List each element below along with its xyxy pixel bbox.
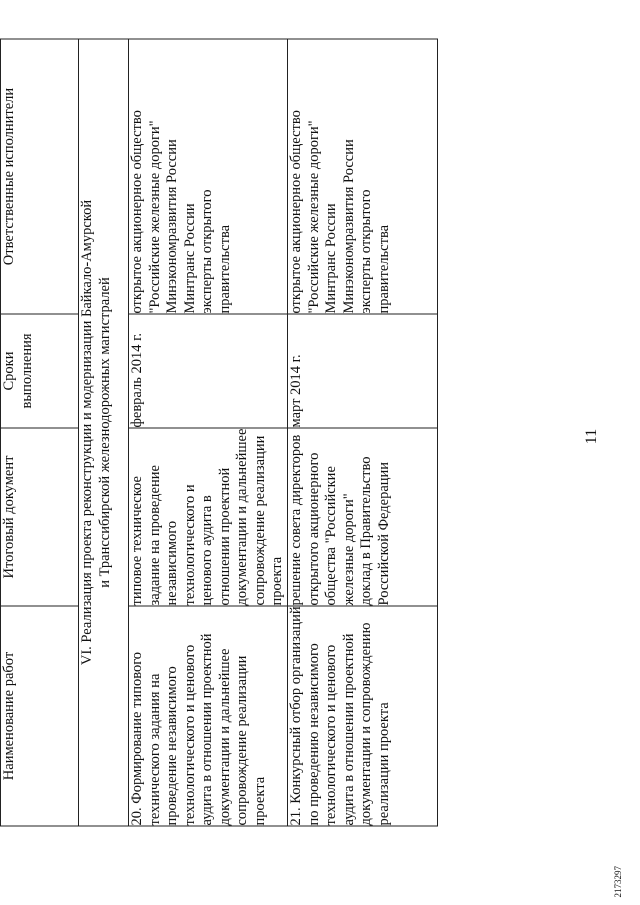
- cell-line: документации и дальнейшее: [234, 428, 250, 606]
- header-deadline-line: Сроки: [1, 351, 17, 391]
- cell-line: эксперты открытого: [358, 189, 374, 314]
- cell-line: проекта: [269, 556, 285, 606]
- cell-line: "Российские железные дороги": [146, 120, 163, 314]
- cell-line: 20. Формирование типового: [129, 651, 145, 826]
- cell-line: проведение независимого: [164, 666, 180, 826]
- cell-line: доклад в Правительство: [358, 456, 374, 606]
- cell-line: независимого: [164, 520, 180, 606]
- cell-line: технологического и ценового: [181, 644, 198, 826]
- cell-line: 21. Конкурсный отбор организаций: [288, 606, 304, 826]
- table-header-row: [1, 39, 79, 826]
- cell-final-document: [288, 428, 438, 606]
- header-final-document: Итоговый документ: [1, 428, 79, 606]
- cell-line: "Российские железные дороги": [305, 120, 322, 314]
- cell-line: ценового аудита в: [199, 495, 215, 606]
- cell-line: Минэкономразвития России: [340, 139, 357, 314]
- header-work-name: Наименование работ: [1, 606, 79, 826]
- section-title-line: VI. Реализация проекта реконструкции и модернизации Байкало-Амурской: [79, 199, 95, 666]
- cell-line: Минэкономразвития России: [164, 139, 180, 314]
- cell-work-name: [288, 606, 438, 826]
- cell-line: февраль 2014 г.: [129, 332, 145, 428]
- cell-line: технологического и: [181, 484, 198, 606]
- section-row: [79, 39, 129, 826]
- cell-work-name: [129, 606, 288, 826]
- cell-line: правительства: [375, 224, 392, 314]
- cell-line: сопровождение реализации: [234, 655, 250, 826]
- cell-final-document: [129, 428, 288, 606]
- cell-line: отношении проектной: [216, 467, 233, 606]
- section-title: [79, 39, 129, 826]
- header-deadline: [1, 314, 79, 428]
- cell-line: Минтранс России: [323, 203, 339, 314]
- cell-deadline: [288, 314, 438, 428]
- cell-line: март 2014 г.: [288, 354, 304, 428]
- cell-line: документации и сопровождению: [358, 622, 374, 826]
- cell-deadline: [129, 314, 288, 428]
- cell-line: аудита в отношении проектной: [199, 633, 215, 826]
- rotated-page: [0, 35, 640, 898]
- cell-line: открытое акционерное общество: [129, 110, 145, 314]
- cell-line: правительства: [216, 224, 233, 314]
- cell-line: открытого акционерного: [305, 452, 322, 606]
- cell-line: документации и дальнейшее: [216, 648, 233, 826]
- cell-line: задание на проведение: [146, 465, 163, 606]
- page-number: 11: [583, 428, 600, 445]
- cell-line: Минтранс России: [181, 203, 198, 314]
- cell-responsible: [129, 39, 288, 314]
- section-title-line: и Транссибирской железнодорожных магистралей: [96, 277, 113, 588]
- cell-line: решение совета директоров: [288, 434, 304, 606]
- cell-line: проекта: [251, 776, 268, 826]
- header-responsible: Ответственные исполнители: [1, 39, 79, 314]
- cell-line: аудита в отношении проектной: [340, 633, 357, 826]
- cell-line: общества "Российские: [323, 466, 339, 606]
- cell-line: технологического и ценового: [323, 644, 339, 826]
- table-row: [288, 39, 438, 826]
- cell-line: по проведению независимого: [305, 643, 322, 826]
- cell-responsible: [288, 39, 438, 314]
- table-row: [129, 39, 288, 826]
- header-deadline-line: выполнения: [18, 333, 35, 409]
- cell-line: железные дороги": [340, 493, 357, 606]
- document-code: 2173297: [613, 866, 623, 898]
- cell-line: технического задания на: [146, 673, 163, 826]
- cell-line: Российской Федерации: [375, 461, 392, 606]
- works-table: [0, 39, 438, 827]
- cell-line: эксперты открытого: [199, 189, 215, 314]
- cell-line: типовое техническое: [129, 476, 145, 606]
- cell-line: сопровождение реализации: [251, 435, 268, 606]
- cell-line: открытое акционерное общество: [288, 110, 304, 314]
- cell-line: реализации проекта: [375, 702, 392, 826]
